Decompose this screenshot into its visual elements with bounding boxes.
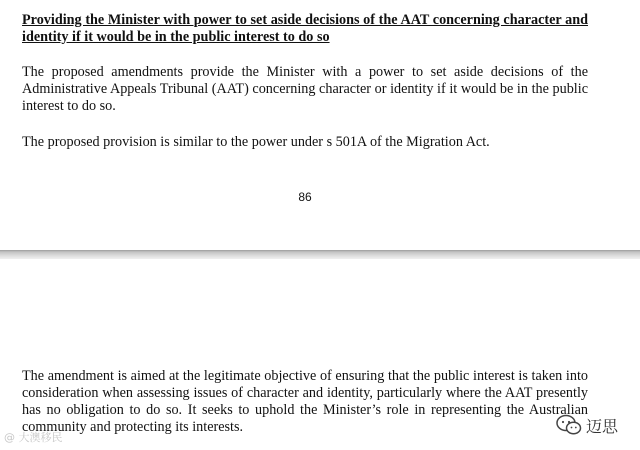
page-separator bbox=[0, 250, 640, 259]
paragraph-proposed-amendments: The proposed amendments provide the Minister with a power to set aside decisions of the Administrative Appeals Tribunal (AAT) concerning character or identity if it would be in the public interest to do so. bbox=[22, 64, 588, 114]
paragraph-similar-provision: The proposed provision is similar to the power under s 501A of the Migration Act. bbox=[22, 134, 490, 150]
watermark-left: @ 大澳移民 bbox=[4, 431, 63, 444]
paragraph-legitimate-objective: The amendment is aimed at the legitimate objective of ensuring that the public interest is taken into consideration when assessing issues of character and identity, particularly where the AAT presently has no obligation to do so. It seeks to uphold the Minister’s role in representing the Australian community and protecting its interests. bbox=[22, 368, 588, 435]
watermark-logo bbox=[556, 411, 618, 439]
page-number: 86 bbox=[298, 190, 312, 204]
watermark-logo-text: 迈思 bbox=[586, 416, 619, 436]
wechat-icon bbox=[556, 414, 582, 436]
document-page-87 bbox=[0, 259, 640, 450]
section-heading: Providing the Minister with power to set aside decisions of the AAT concerning character and identity if it would be in the public interest to do so bbox=[22, 12, 588, 45]
